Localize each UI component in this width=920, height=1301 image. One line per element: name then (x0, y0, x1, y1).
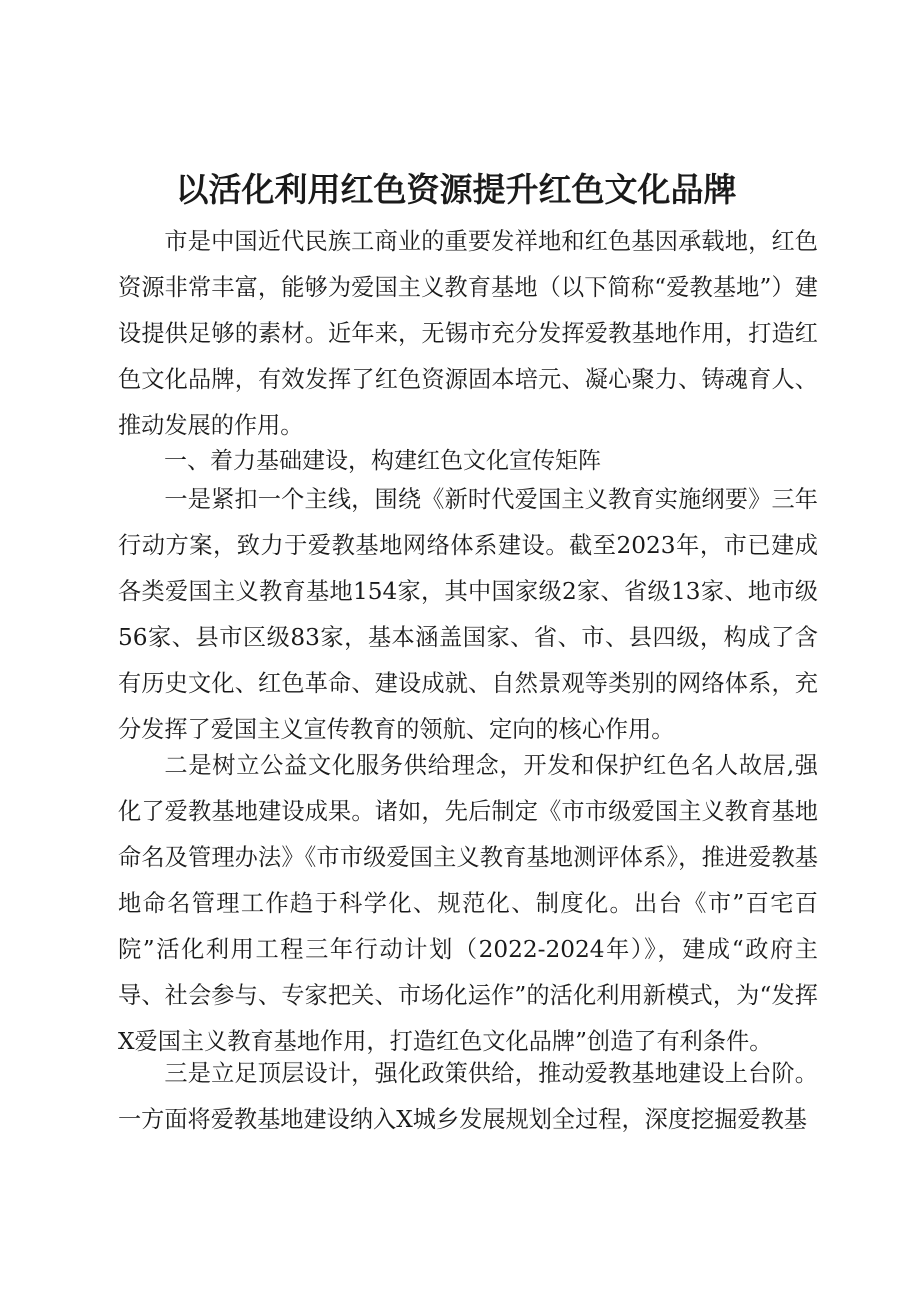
body-paragraph-3: 三是立足顶层设计，强化政策供给，推动爱教基地建设上台阶。一方面将爱教基地建设纳入X城乡发展规划全过程，深度挖掘爱教基 (118, 1060, 818, 1133)
section-heading-1: 一、着力基础建设，构建红色文化宣传矩阵 (164, 448, 601, 474)
intro-paragraph: 市是中国近代民族工商业的重要发祥地和红色基因承载地，红色资源非常丰富，能够为爱国主义教育基地（以下简称“爱教基地”）建设提供足够的素材。近年来，无锡市充分发挥爱教基地作用，打造红色文化品牌，有效发挥了红色资源固本培元、凝心聚力、铸魂育人、推动发展的作用。 (118, 228, 818, 439)
document-title: 以活化利用红色资源提升红色文化品牌 (175, 170, 737, 209)
body-paragraph-1: 一是紧扣一个主线，围绕《新时代爱国主义教育实施纲要》三年行动方案，致力于爱教基地网络体系建设。截至2023年，市已建成各类爱国主义教育基地154家，其中国家级2家、省级13家、地市级56家、县市区级83家，基本涵盖国家、省、市、县四级，构成了含有历史文化、红色革命、建设成就、自然景观等类别的网络体系，充分发挥了爱国主义宣传教育的领航、定向的核心作用。 (118, 486, 818, 743)
body-paragraph-2: 二是树立公益文化服务供给理念，开发和保护红色名人故居,强化了爱教基地建设成果。诸如，先后制定《市市级爱国主义教育基地命名及管理办法》《市市级爱国主义教育基地测评体系》，推进爱教基地命名管理工作趋于科学化、规范化、制度化。出台《市”百宅百院”活化利用工程三年行动计划（2022-2024年）》，建成“政府主导、社会参与、专家把关、市场化运作”的活化利用新模式，为“发挥X爱国主义教育基地作用，打造红色文化品牌”创造了有利条件。 (118, 752, 818, 1055)
